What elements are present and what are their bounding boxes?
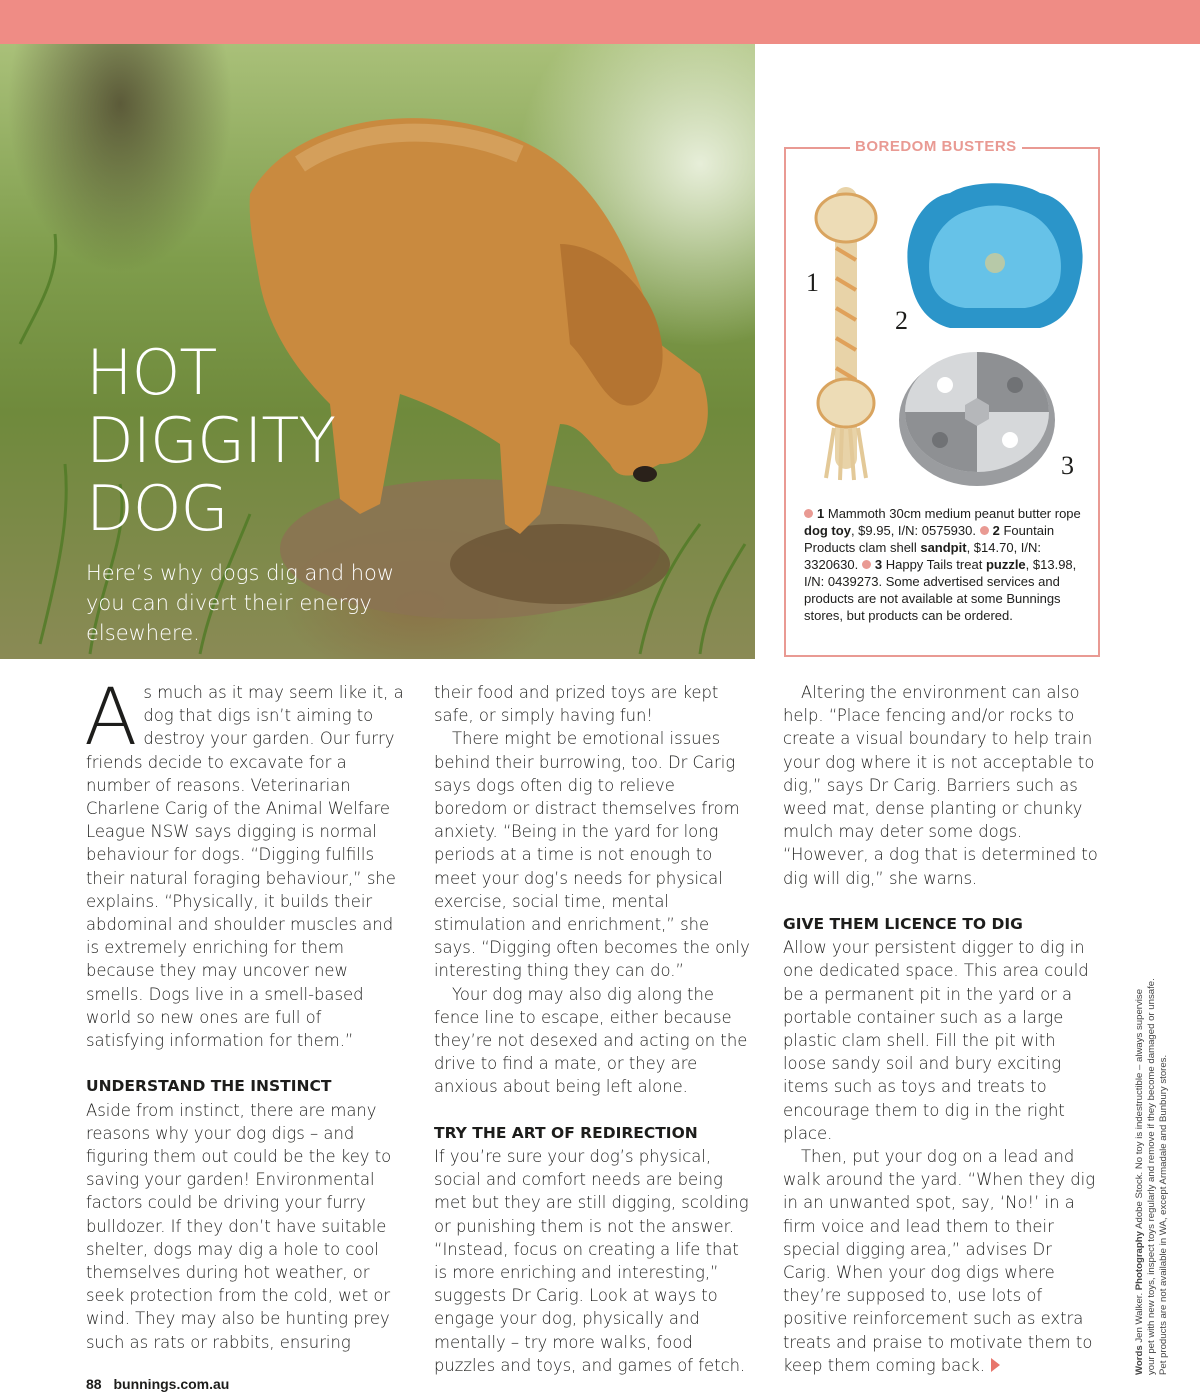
clam-shell-sandpit-image bbox=[900, 178, 1090, 338]
caption-item-product: dog toy bbox=[804, 523, 851, 538]
caption-item-text: Mammoth 30cm medium peanut butter rope bbox=[827, 506, 1081, 521]
item-number-1: 1 bbox=[806, 268, 819, 297]
caption-item-product: sandpit bbox=[920, 540, 967, 555]
treat-puzzle-image bbox=[895, 340, 1060, 490]
caption-item-text: Happy Tails treat bbox=[885, 557, 983, 572]
section-heading: TRY THE ART OF REDIRECTION bbox=[434, 1123, 698, 1142]
article-column-1 bbox=[84, 673, 404, 1354]
body-paragraph: Altering the environment can also help. “Place fencing and/or rocks to create a visual boundary to help train your dog where it is not acceptable to dig,” says Dr Carig. Barriers such as weed mat, dense planting or chunky mulch may deter some dogs. “However, a dog that is determined to dig will dig,” she warns. bbox=[783, 683, 1098, 888]
article-title bbox=[86, 336, 336, 545]
caption-item-text: Fountain Products clam shell bbox=[804, 523, 1055, 555]
article-column-3 bbox=[783, 681, 1101, 1377]
item-number-3: 3 bbox=[1061, 451, 1074, 480]
item-number-2: 2 bbox=[895, 306, 908, 335]
page-footer bbox=[86, 1376, 229, 1392]
caption-item-price: , $14.70, I/N: 3320630. bbox=[804, 540, 1042, 572]
body-paragraph: There might be emotional issues behind their burrowing, too. Dr Carig says dogs often dig to relieve boredom or distract themselves from anxiety. “Being in the yard for long periods at a time is not enough to meet your dog’s needs for physical exercise, social time, mental stimulation and enrichment,” she says. “Digging often becomes the only interesting thing they can do.” bbox=[434, 729, 750, 981]
body-paragraph: Your dog may also dig along the fence line to escape, either because they’re not desexed and acting on the drive to find a mate, or they are anxious about being left alone. bbox=[434, 984, 748, 1097]
final-paragraph-text: Then, put your dog on a lead and walk around the yard. “When they dig in an unwanted spot, say, ‘No!’ in a firm voice and lead them to their special digging area,” advises Dr Carig. When your dog digs where they’re supposed to, use lots of positive reinforcement such as extra treats and praise to motivate them to keep them coming back. bbox=[783, 1147, 1096, 1375]
section-heading: UNDERSTAND THE INSTINCT bbox=[86, 1077, 332, 1096]
title-line: DOG bbox=[86, 472, 228, 545]
caption-item-number: 2 bbox=[992, 523, 1000, 538]
caption-item-price: , $13.98, I/N: 0439273. bbox=[804, 557, 1077, 589]
photo-label: Photography bbox=[1134, 1231, 1145, 1291]
boredom-busters-title: BOREDOM BUSTERS bbox=[850, 138, 1022, 155]
article-column-2 bbox=[434, 681, 752, 1377]
body-paragraph bbox=[783, 1145, 1101, 1377]
page-number: 88 bbox=[86, 1376, 102, 1392]
caption-item-price: , $9.95, I/N: 0575930. bbox=[850, 523, 976, 538]
hero-photo bbox=[0, 44, 755, 659]
end-of-article-icon bbox=[991, 1358, 1000, 1372]
words-label: Words bbox=[1134, 1345, 1145, 1375]
body-paragraph: Aside from instinct, there are many reasons why your dog digs – and figuring them out could be the key to saving your garden! Environmental factors could be driving your furry bulldozer. If they don’t have suitable shelter, dogs may dig a hole to cool themselves during hot weather, or seek protection from the cold, wet or wind. They may also be hunting prey such as rats or rabbits, ensuring bbox=[86, 1100, 392, 1352]
drop-cap: A bbox=[84, 673, 138, 763]
credit-line-3: Pet products are not available in WA, except Armadale and Bunbury stores. bbox=[1158, 1054, 1169, 1375]
site-url[interactable]: bunnings.com.au bbox=[113, 1376, 230, 1392]
caption-item-number: 1 bbox=[817, 506, 825, 521]
caption-item-number: 3 bbox=[874, 557, 883, 572]
section-heading: GIVE THEM LICENCE TO DIG bbox=[783, 915, 1023, 934]
rope-toy-image bbox=[806, 178, 886, 484]
top-accent-bar bbox=[0, 0, 1200, 44]
body-paragraph: their food and prized toys are kept safe, or simply having fun! bbox=[434, 683, 719, 726]
credit-line-1 bbox=[1134, 895, 1146, 1375]
side-credits bbox=[1134, 895, 1170, 1375]
article-subtitle: Here’s why dogs dig and how you can divert their energy elsewhere. bbox=[86, 561, 395, 645]
photo-credit: Adobe Stock. No toy is indestructible – always supervise bbox=[1134, 988, 1145, 1229]
caption-note: Some advertised services and products are not available at some Bunnings stores, but products can be ordered. bbox=[804, 574, 1061, 623]
words-credit: Jen Walker. bbox=[1134, 1292, 1145, 1343]
bullet-dot-icon bbox=[980, 526, 989, 535]
title-line: HOT bbox=[86, 336, 217, 409]
bullet-dot-icon bbox=[804, 509, 813, 518]
body-paragraph: s much as it may seem like it, a dog that digs isn’t aiming to destroy your garden. Our furry friends decide to excavate for a number of reasons. Veterinarian Charlene Carig of the Animal Welfare League NSW says digging is normal behaviour for dogs. “Digging fulfills their natural foraging behaviour,” she explains. “Physically, it builds their abdominal and shoulder muscles and is extremely enriching for them because they may uncover new smells. Dogs live in a smell-based world so new ones are full of satisfying information for them.” bbox=[86, 683, 404, 1051]
credit-line-2: your pet with new toys, inspect toys regularly and remove if they become damaged or unsafe. bbox=[1146, 978, 1157, 1375]
bullet-dot-icon bbox=[862, 560, 871, 569]
body-paragraph: Allow your persistent digger to dig in one dedicated space. This area could be a permanent pit in the yard or a portable container such as a large plastic clam shell. Fill the pit with loose sandy soil and bury exciting items such as toys and treats to encourage them to dig in the right place. bbox=[783, 938, 1089, 1143]
title-line: DIGGITY bbox=[86, 404, 336, 477]
body-paragraph: If you’re sure your dog’s physical, social and comfort needs are being met but they are still digging, scolding or punishing them is not the answer. “Instead, focus on creating a life that is more enriching and interesting,” suggests Dr Carig. Look at ways to engage your dog, physically and mentally – try more walks, food puzzles and toys, and games of fetch. bbox=[434, 1147, 749, 1375]
product-caption bbox=[804, 505, 1092, 624]
caption-item-product: puzzle bbox=[985, 557, 1026, 572]
